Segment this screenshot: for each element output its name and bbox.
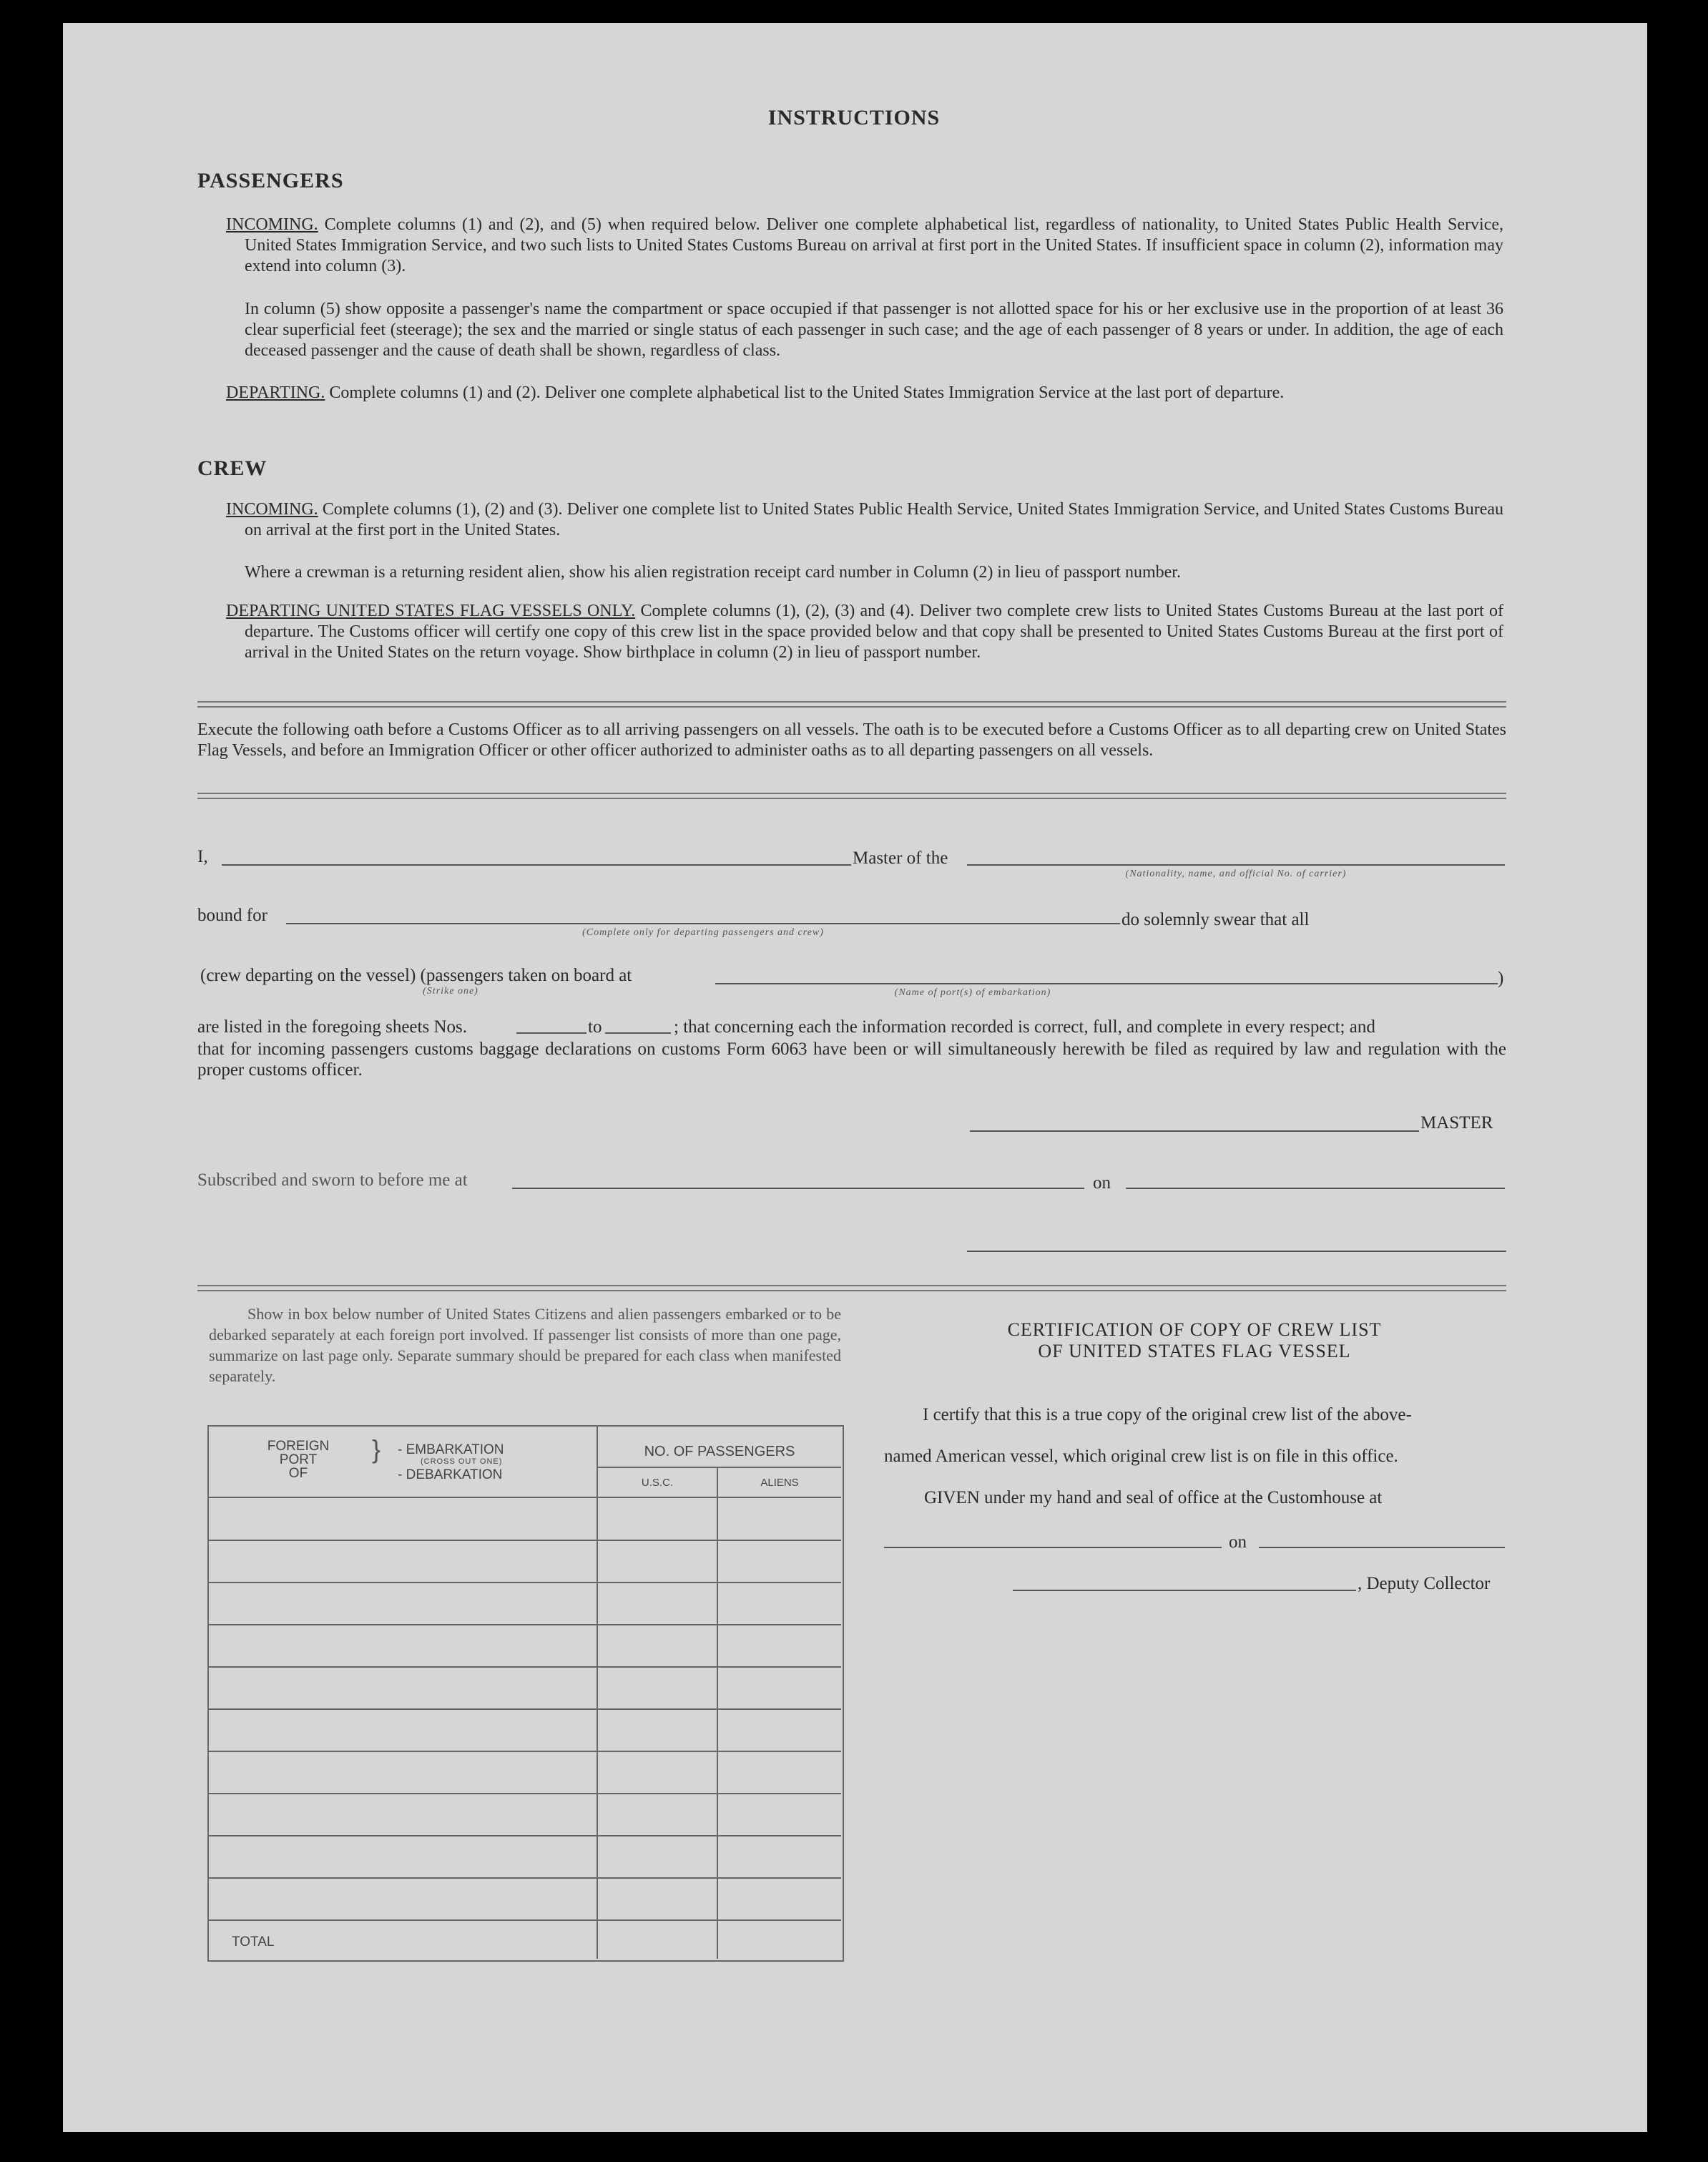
certification-heading-line-2: OF UNITED STATES FLAG VESSEL [1038, 1341, 1351, 1361]
officer-signature-line[interactable] [967, 1251, 1506, 1252]
table-row-line-2 [207, 1582, 841, 1583]
deputy-collector-label: , Deputy Collector [1358, 1574, 1491, 1593]
close-paren: ) [1498, 969, 1504, 988]
listed-to: to [588, 1017, 602, 1037]
listed-sheets-a: are listed in the foregoing sheets Nos. [197, 1017, 467, 1037]
oath-i: I, [197, 847, 208, 866]
foreign-label: FOREIGN [267, 1439, 330, 1454]
crew-incoming-text: Complete columns (1), (2) and (3). Deliver one complete list to United States Public Health Service, United States Immigration Service, and United States Customs Bureau on arrival at the first port in the United States. [245, 500, 1503, 539]
carrier-note: (Nationality, name, and official No. of carrier) [1125, 869, 1347, 879]
port-embarkation-line[interactable] [715, 983, 1498, 984]
passengers-incoming-label: INCOMING. [226, 215, 318, 234]
subscribed-on: on [1093, 1173, 1111, 1193]
divider-3 [197, 1285, 1506, 1291]
certify-line-1: I certify that this is a true copy of the original crew list of the above- [923, 1405, 1412, 1424]
cross-out-note: (CROSS OUT ONE) [421, 1457, 503, 1466]
table-header-bottom [207, 1497, 841, 1498]
passenger-summary-table [207, 1425, 844, 1962]
crew-heading: CREW [197, 456, 268, 480]
strike-one-note: (Strike one) [423, 986, 478, 997]
passengers-incoming-text: Complete columns (1) and (2), and (5) when required below. Deliver one complete alphabetical list, regardless of nationality, to United States Public Health Service, United States Immigration Service, and two such lists to United States Customs Bureau on arrival at first port in the United States. If insufficient space in column (2), information may extend into column (3). [245, 215, 1504, 275]
passengers-column5-paragraph: In column (5) show opposite a passenger's name the compartment or space occupied if that passenger is not allotted space for his or her exclusive use in the proportion of at least 36 clear superficial feet (steerage); the sex and the married or single status of each passenger in such case; and the age of each passenger of 8 years or under. In addition, the age of each deceased passenger and the cause of death shall be shown, regardless of class. [245, 300, 1503, 360]
listed-sheets-c: that for incoming passengers customs baggage declarations on customs Form 6063 have been or will simultaneously herewith be filed as required by law and regulation with the proper customs officer. [197, 1040, 1506, 1080]
passengers-departing-paragraph [226, 383, 1503, 403]
certification-on: on [1229, 1532, 1247, 1552]
sheets-from-line[interactable] [516, 1032, 586, 1034]
crew-departing-label: DEPARTING UNITED STATES FLAG VESSELS ONLY. [226, 602, 636, 620]
subscribed-at-line[interactable] [512, 1188, 1084, 1189]
divider-1 [197, 701, 1506, 708]
customhouse-line[interactable] [884, 1547, 1222, 1548]
certification-date-line[interactable] [1259, 1547, 1505, 1548]
sheets-to-line[interactable] [605, 1032, 671, 1034]
divider-2 [197, 793, 1506, 799]
solemnly-swear: do solemnly swear that all [1122, 910, 1310, 929]
aliens-label: ALIENS [760, 1477, 799, 1489]
table-row-line-1 [207, 1540, 841, 1541]
summary-note: Show in box below number of United States Citizens and alien passengers embarked or to be debarked separately at each foreign port involved. If passenger list consists of more than one page, summarize on last page only. Separate summary should be prepared for each class when manifested separately. [209, 1305, 841, 1385]
subscribed-date-line[interactable] [1126, 1188, 1505, 1189]
total-label: TOTAL [232, 1934, 275, 1950]
certification-heading-line-1: CERTIFICATION OF COPY OF CREW LIST [1007, 1319, 1382, 1340]
crew-resident-paragraph: Where a crewman is a returning resident alien, show his alien registration receipt card number in Column (2) in lieu of passport number. [245, 563, 1181, 582]
crew-departing-paragraph [226, 601, 1503, 663]
foreign-port-of-label [252, 1439, 345, 1480]
brace-icon: } [372, 1434, 381, 1464]
table-row-line-3 [207, 1624, 841, 1625]
master-of-the: Master of the [853, 848, 948, 868]
passengers-incoming-paragraph [226, 215, 1504, 277]
table-header-split [597, 1467, 841, 1468]
carrier-line[interactable] [967, 864, 1505, 866]
subscribed-text: Subscribed and sworn to before me at [197, 1170, 468, 1190]
table-col-divider-1 [597, 1427, 598, 1959]
of-label: OF [288, 1466, 308, 1481]
table-row-line-9 [207, 1877, 841, 1879]
no-passengers-label: NO. OF PASSENGERS [644, 1444, 795, 1459]
given-text: GIVEN under my hand and seal of office at the Customhouse at [924, 1488, 1383, 1507]
usc-label: U.S.C. [641, 1477, 674, 1489]
bound-for: bound for [197, 906, 268, 925]
table-row-line-7 [207, 1793, 841, 1794]
master-name-line[interactable] [222, 864, 851, 866]
table-row-line-5 [207, 1708, 841, 1710]
table-row-line-6 [207, 1751, 841, 1752]
passengers-departing-label: DEPARTING. [226, 383, 325, 402]
bound-for-line[interactable] [286, 923, 1120, 924]
passengers-heading: PASSENGERS [197, 169, 344, 192]
certify-line-2: named American vessel, which original crew list is on file in this office. [884, 1447, 1398, 1466]
table-row-line-10 [207, 1919, 841, 1921]
crew-departing-text: (crew departing on the vessel) (passengers taken on board at [200, 966, 632, 985]
listed-sheets-b: ; that concerning each the information recorded is correct, full, and complete in every respect; and [674, 1017, 1375, 1037]
certification-heading [884, 1319, 1505, 1362]
page-title: INSTRUCTIONS [767, 106, 941, 129]
table-row-line-8 [207, 1835, 841, 1836]
crew-incoming-label: INCOMING. [226, 500, 318, 519]
bound-for-note: (Complete only for departing passengers and crew) [582, 927, 824, 938]
master-signature-line[interactable] [970, 1130, 1419, 1132]
table-row-line-4 [207, 1666, 841, 1668]
port-label: PORT [279, 1452, 318, 1467]
oath-intro: Execute the following oath before a Customs Officer as to all arriving passengers on all vessels. The oath is to be executed before a Customs Officer as to all departing crew on United States Flag Vessels, and before an Immigration Officer or other officer authorized to administer oaths as to all departing passengers on all vessels. [197, 720, 1506, 760]
debarkation-label: - DEBARKATION [398, 1467, 503, 1482]
crew-incoming-paragraph [226, 499, 1503, 541]
crew-departing-text: Complete columns (1), (2), (3) and (4). Deliver two complete crew lists to United States Customs Bureau at the last port of departure. The Customs officer will certify one copy of this crew list in the space provided below and that copy shall be presented to United States Customs Bureau at the first port of arrival in the United States on the return voyage. Show birthplace in column (2) in lieu of passport number. [245, 602, 1503, 662]
deputy-signature-line[interactable] [1013, 1590, 1356, 1591]
passengers-departing-text: Complete columns (1) and (2). Deliver one complete alphabetical list to the United States Immigration Service at the last port of departure. [329, 383, 1285, 402]
embarkation-label: - EMBARKATION [398, 1442, 504, 1457]
port-note: (Name of port(s) of embarkation) [894, 987, 1051, 998]
master-label: MASTER [1420, 1113, 1493, 1133]
